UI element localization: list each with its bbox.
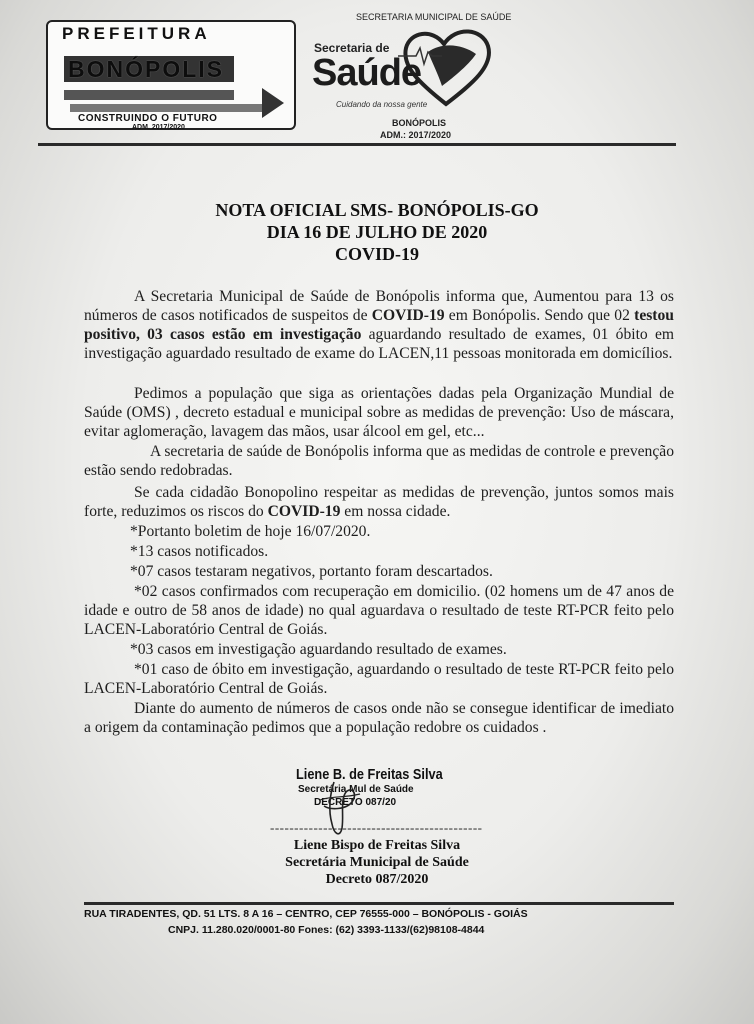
signature-stamp-decree: DECRETO 087/20 [314, 797, 397, 808]
secretaria-city: BONÓPOLIS [392, 118, 447, 128]
bulletin-death: *01 caso de óbito em investigação, aguardando o resultado de teste RT-PCR feito pelo LACEN-Laboratório Central de Goiás. [84, 661, 674, 697]
secretaria-top-text: SECRETARIA MUNICIPAL DE SAÚDE [356, 12, 512, 22]
paragraph-3: A secretaria de saúde de Bonópolis informa que as medidas de controle e prevenção estão sendo redobradas. [84, 443, 674, 479]
footer-address: RUA TIRADENTES, QD. 51 LTS. 8 A 16 – CENTRO, CEP 76555-000 – BONÓPOLIS - GOIÁS [84, 908, 528, 920]
secretaria-adm: ADM.: 2017/2020 [380, 130, 452, 140]
saude-tagline: Cuidando da nossa gente [336, 100, 428, 109]
logo-city-text: BONÓPOLIS [68, 56, 225, 82]
logo-prefeitura-text: PREFEITURA [62, 24, 211, 43]
saude-label: Saúde [312, 52, 422, 94]
logo-arrowhead-icon [262, 88, 284, 118]
paragraph-4: Se cada cidadão Bonopolino respeitar as medidas de prevenção, juntos somos mais forte, reduzimos os riscos do COVID-19 em nossa cidade. [84, 484, 674, 520]
signature-stamp-role: Secretária Mul de Saúde [298, 784, 414, 795]
document-title: NOTA OFICIAL SMS- BONÓPOLIS-GO [215, 200, 539, 220]
paragraph-5: Diante do aumento de números de casos onde não se consegue identificar de imediato a origem da contaminação pedimos que a população redobre os cuidados . [84, 700, 674, 736]
paragraph-2: Pedimos a população que siga as orientações dadas pela Organização Mundial de Saúde (OMS) , decreto estadual e municipal sobre as medidas de prevenção: Uso de máscara, evitar aglomeração, lavagem das mãos, usar álcool em gel, etc... [84, 385, 674, 440]
bulletin-notified: *13 casos notificados. [130, 543, 269, 560]
header-divider [38, 143, 676, 146]
signature-line: -------------------------------------------- [270, 820, 483, 835]
bulletin-investigation: *03 casos em investigação aguardando resultado de exames. [130, 641, 507, 658]
footer-divider [84, 902, 674, 905]
signatory-decree: Decreto 087/2020 [325, 872, 429, 887]
signature-stamp-name: Liene B. de Freitas Silva [296, 766, 443, 783]
footer-contact: CNPJ. 11.280.020/0001-80 Fones: (62) 3393-1133/(62)98108-4844 [168, 924, 485, 936]
bulletin-date: *Portanto boletim de hoje 16/07/2020. [130, 523, 371, 540]
signatory-role: Secretária Municipal de Saúde [285, 855, 469, 870]
logo-arrow-bar [64, 90, 234, 100]
signatory-name: Liene Bispo de Freitas Silva [293, 838, 461, 853]
bulletin-negative: *07 casos testaram negativos, portanto foram descartados. [130, 563, 493, 580]
logo-slogan: CONSTRUINDO O FUTURO [78, 113, 218, 124]
document-date: DIA 16 DE JULHO DE 2020 [266, 222, 488, 242]
secretaria-label: Secretaria de [314, 41, 390, 55]
prefeitura-logo [46, 20, 296, 130]
document-subject: COVID-19 [335, 244, 419, 264]
paragraph-1: A Secretaria Municipal de Saúde de Bonópolis informa que, Aumentou para 13 os números de casos notificados de suspeitos de COVID-19 em Bonópolis. Sendo que 02 testou positivo, 03 casos estão em investigação aguardando resultado de exames, 01 óbito em investigação aguardado resultado de exame do LACEN,11 pessoas monitorada em domicílios. [84, 288, 674, 362]
logo-adm: ADM. 2017/2020 [132, 124, 185, 131]
logo-arrow-bar-lower [70, 104, 270, 112]
bulletin-confirmed: *02 casos confirmados com recuperação em domicilio. (02 homens um de 47 anos de idade e outro de 58 anos de idade) no qual aguardava o resultado de teste RT-PCR feito pelo LACEN-Laboratório Central de Goiás. [84, 583, 674, 638]
